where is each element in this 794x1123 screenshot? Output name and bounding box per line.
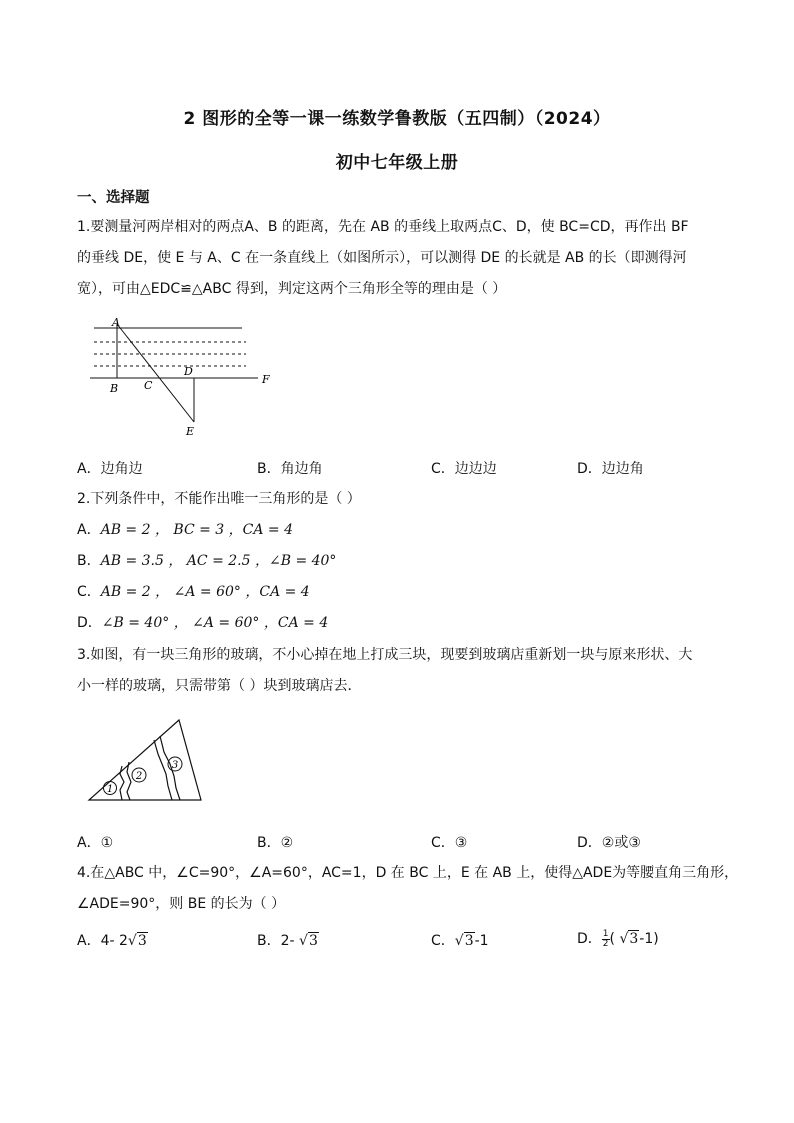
q1-option-c[interactable]: C．边边边 bbox=[431, 461, 497, 477]
q4-option-b-prefix: B．2- bbox=[257, 933, 300, 949]
q4-stem-line2: ∠ADE=90°，则 BE 的长为（ ） bbox=[77, 896, 286, 912]
document-subtitle: 初中七年级上册 bbox=[335, 153, 459, 173]
q2-option-c[interactable] bbox=[77, 581, 310, 601]
svg-text:2: 2 bbox=[135, 771, 143, 782]
q1-river-figure bbox=[80, 312, 280, 442]
svg-text:1: 1 bbox=[106, 784, 114, 795]
q4-option-d[interactable] bbox=[577, 928, 659, 949]
q3-glass-figure bbox=[84, 712, 208, 808]
q4-option-d-sqrt: √3 bbox=[619, 931, 639, 947]
q2-option-d-prefix: D． bbox=[77, 615, 102, 631]
q2-stem: 2.下列条件中，不能作出唯一三角形的是（ ） bbox=[77, 491, 361, 507]
section-heading-choice: 一、选择题 bbox=[77, 190, 150, 206]
q4-option-c-prefix: C． bbox=[431, 933, 455, 949]
q2-option-b-math: AB = 3.5 ， AC = 2.5 ，∠B = 40° bbox=[100, 553, 337, 569]
q4-option-d-mid: ( bbox=[609, 931, 620, 947]
q3-stem-line2: 小一样的玻璃，只需带第（ ）块到玻璃店去． bbox=[77, 678, 362, 694]
q4-option-b-sqrt: √3 bbox=[299, 933, 318, 949]
q4-option-a-prefix: A．4- 2 bbox=[77, 933, 128, 949]
label-c: C bbox=[144, 379, 153, 392]
q4-option-d-fraction: $\frac{1}{2}$ bbox=[602, 928, 609, 949]
q1-stem-line2: 的垂线 DE，使 E 与 A、C 在一条直线上（如图所示），可以测得 DE 的长就是 AB 的长（即测得河 bbox=[77, 250, 687, 266]
q4-stem-line1: 4.在△ABC 中，∠C=90°，∠A=60°，AC=1，D 在 BC 上，E 在 AB 上，使得△ADE为等腰直角三角形， bbox=[77, 865, 739, 881]
glass-outline bbox=[89, 720, 201, 800]
q1-option-d[interactable]: D．边边角 bbox=[577, 461, 644, 477]
q2-option-a[interactable] bbox=[77, 519, 293, 539]
label-f: F bbox=[262, 373, 270, 386]
q2-option-b[interactable] bbox=[77, 550, 336, 570]
q4-option-c-suffix: -1 bbox=[474, 933, 489, 949]
q2-option-b-prefix: B． bbox=[77, 553, 101, 569]
q1-stem-line3: 宽），可由△EDC≌△ABC 得到，判定这两个三角形全等的理由是（ ） bbox=[77, 281, 507, 297]
label-d: D bbox=[184, 365, 193, 378]
label-e: E bbox=[186, 425, 195, 438]
q4-option-d-prefix: D． bbox=[577, 931, 602, 947]
q2-option-d[interactable] bbox=[77, 612, 328, 632]
q4-option-c-sqrt: √3 bbox=[454, 933, 474, 949]
q3-option-c[interactable]: C．③ bbox=[431, 835, 468, 851]
q1-option-b[interactable]: B．角边角 bbox=[257, 461, 323, 477]
q2-option-c-math: AB = 2 ， ∠A = 60° ，CA = 4 bbox=[100, 584, 310, 600]
q1-option-a[interactable]: A．边角边 bbox=[77, 461, 143, 477]
q4-option-d-suffix: -1) bbox=[639, 931, 659, 947]
svg-text:3: 3 bbox=[171, 760, 179, 771]
label-b: B bbox=[110, 382, 119, 395]
q3-stem-line1: 3.如图，有一块三角形的玻璃，不小心掉在地上打成三块，现要到玻璃店重新划一块与原来形状、大 bbox=[77, 647, 693, 663]
q2-option-a-math: AB = 2 ， BC = 3 ，CA = 4 bbox=[100, 522, 294, 538]
q4-option-b[interactable] bbox=[257, 930, 319, 950]
q2-option-d-math: ∠B = 40° ， ∠A = 60° ，CA = 4 bbox=[101, 615, 329, 631]
q1-stem-line1: 1.要测量河两岸相对的两点A、B 的距离，先在 AB 的垂线上取两点C、D，使 BC=CD，再作出 BF bbox=[77, 219, 689, 235]
q4-option-a[interactable] bbox=[77, 930, 148, 950]
q2-option-c-prefix: C． bbox=[77, 584, 101, 600]
q3-option-a[interactable]: A．① bbox=[77, 835, 114, 851]
q3-option-d[interactable]: D．②或③ bbox=[577, 835, 641, 851]
segment-ae bbox=[117, 324, 194, 422]
q3-option-b[interactable]: B．② bbox=[257, 835, 294, 851]
q4-option-a-sqrt: √3 bbox=[127, 933, 147, 949]
q4-option-c[interactable] bbox=[431, 930, 489, 950]
q2-option-a-prefix: A． bbox=[77, 522, 101, 538]
crack-1b bbox=[127, 762, 131, 800]
document-title: 2 图形的全等一课一练数学鲁教版（五四制）（2024） bbox=[183, 109, 611, 129]
label-a: A bbox=[112, 316, 120, 329]
